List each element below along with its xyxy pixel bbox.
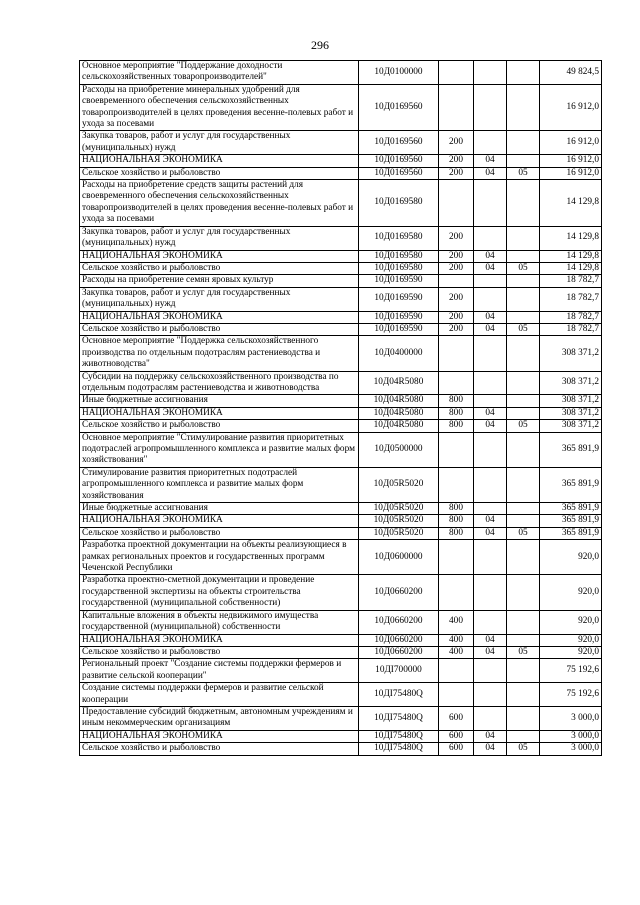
amount-cell: 920,0	[540, 610, 602, 634]
subsection-cell	[507, 432, 540, 467]
table-row	[80, 131, 602, 155]
amount-cell: 18 782,7	[540, 311, 602, 323]
item-name-cell: НАЦИОНАЛЬНАЯ ЭКОНОМИКА	[80, 407, 359, 419]
subsection-cell	[507, 730, 540, 742]
target-code-cell: 10Д05R5020	[359, 467, 439, 502]
amount-cell: 308 371,2	[540, 336, 602, 371]
target-code-cell: 10Д0169580	[359, 226, 439, 250]
subsection-cell	[507, 634, 540, 646]
table-row	[80, 730, 602, 742]
item-name-cell: Сельское хозяйство и рыболовство	[80, 646, 359, 658]
amount-cell: 75 192,6	[540, 659, 602, 683]
expense-type-cell: 800	[439, 527, 474, 539]
expense-type-cell: 400	[439, 634, 474, 646]
item-name-cell: Иные бюджетные ассигнования	[80, 503, 359, 515]
table-row	[80, 706, 602, 730]
section-cell	[474, 706, 507, 730]
subsection-cell	[507, 131, 540, 155]
table-row	[80, 167, 602, 179]
expense-type-cell: 200	[439, 323, 474, 335]
target-code-cell: 10Д0660200	[359, 634, 439, 646]
expense-type-cell: 600	[439, 743, 474, 755]
target-code-cell: 10Д0660200	[359, 610, 439, 634]
item-name-cell: Разработка проектно-сметной документации и проведение государственной экспертизы на объекты строительства государственной (муниципальной собственности)	[80, 575, 359, 610]
section-cell	[474, 61, 507, 85]
expense-type-cell: 200	[439, 262, 474, 274]
target-code-cell: 10ДI75480Q	[359, 683, 439, 707]
item-name-cell: Расходы на приобретение средств защиты растений для своевременного обеспечения сельскохозяйственных товаропроизводителей в целях проведения весенне-полевых работ и ухода за посевами	[80, 180, 359, 227]
expense-type-cell: 400	[439, 610, 474, 634]
section-cell	[474, 275, 507, 287]
target-code-cell: 10Д0169560	[359, 155, 439, 167]
subsection-cell	[507, 84, 540, 131]
target-code-cell: 10Д04R5080	[359, 420, 439, 432]
section-cell	[474, 226, 507, 250]
section-cell: 04	[474, 250, 507, 262]
section-cell: 04	[474, 743, 507, 755]
table-row	[80, 575, 602, 610]
subsection-cell	[507, 395, 540, 407]
table-row	[80, 180, 602, 227]
target-code-cell: 10Д0100000	[359, 61, 439, 85]
item-name-cell: Разработка проектной документации на объекты реализующиеся в рамках региональных проектов и государственных программ Чеченской Республики	[80, 540, 359, 575]
table-row	[80, 515, 602, 527]
subsection-cell: 05	[507, 527, 540, 539]
amount-cell: 16 912,0	[540, 131, 602, 155]
expense-type-cell: 200	[439, 226, 474, 250]
expense-type-cell	[439, 540, 474, 575]
table-row	[80, 743, 602, 755]
amount-cell: 16 912,0	[540, 84, 602, 131]
target-code-cell: 10Д04R5080	[359, 395, 439, 407]
target-code-cell: 10Д05R5020	[359, 527, 439, 539]
subsection-cell: 05	[507, 420, 540, 432]
section-cell: 04	[474, 515, 507, 527]
target-code-cell: 10Д05R5020	[359, 503, 439, 515]
subsection-cell: 05	[507, 167, 540, 179]
subsection-cell: 05	[507, 743, 540, 755]
table-row	[80, 527, 602, 539]
expense-type-cell: 800	[439, 407, 474, 419]
amount-cell: 16 912,0	[540, 167, 602, 179]
section-cell: 04	[474, 407, 507, 419]
target-code-cell: 10Д0169590	[359, 275, 439, 287]
target-code-cell: 10Д0169590	[359, 311, 439, 323]
item-name-cell: Субсидии на поддержку сельскохозяйственного производства по отдельным подотраслям растениеводства и животноводства	[80, 371, 359, 395]
subsection-cell	[507, 610, 540, 634]
table-row	[80, 467, 602, 502]
target-code-cell: 10Д0169560	[359, 167, 439, 179]
section-cell	[474, 467, 507, 502]
subsection-cell	[507, 61, 540, 85]
section-cell	[474, 371, 507, 395]
amount-cell: 14 129,8	[540, 250, 602, 262]
amount-cell: 14 129,8	[540, 226, 602, 250]
expense-type-cell: 200	[439, 250, 474, 262]
amount-cell: 16 912,0	[540, 155, 602, 167]
item-name-cell: Закупка товаров, работ и услуг для государственных (муниципальных) нужд	[80, 226, 359, 250]
expense-type-cell	[439, 467, 474, 502]
item-name-cell: Расходы на приобретение семян яровых культур	[80, 275, 359, 287]
table-row	[80, 540, 602, 575]
item-name-cell: НАЦИОНАЛЬНАЯ ЭКОНОМИКА	[80, 634, 359, 646]
table-row	[80, 226, 602, 250]
section-cell	[474, 287, 507, 311]
item-name-cell: Закупка товаров, работ и услуг для государственных (муниципальных) нужд	[80, 287, 359, 311]
subsection-cell: 05	[507, 323, 540, 335]
expense-type-cell	[439, 336, 474, 371]
expense-type-cell: 600	[439, 730, 474, 742]
section-cell	[474, 503, 507, 515]
subsection-cell	[507, 155, 540, 167]
expense-type-cell: 200	[439, 167, 474, 179]
target-code-cell: 10Д0660200	[359, 646, 439, 658]
expense-type-cell	[439, 180, 474, 227]
item-name-cell: НАЦИОНАЛЬНАЯ ЭКОНОМИКА	[80, 311, 359, 323]
table-row	[80, 432, 602, 467]
amount-cell: 365 891,9	[540, 515, 602, 527]
expense-type-cell: 800	[439, 420, 474, 432]
expense-type-cell	[439, 659, 474, 683]
target-code-cell: 10ДI700000	[359, 659, 439, 683]
subsection-cell	[507, 250, 540, 262]
section-cell	[474, 395, 507, 407]
amount-cell: 3 000,0	[540, 743, 602, 755]
amount-cell: 365 891,9	[540, 432, 602, 467]
section-cell: 04	[474, 646, 507, 658]
subsection-cell	[507, 706, 540, 730]
target-code-cell: 10Д0169590	[359, 323, 439, 335]
section-cell	[474, 610, 507, 634]
target-code-cell: 10Д04R5080	[359, 407, 439, 419]
amount-cell: 920,0	[540, 540, 602, 575]
section-cell	[474, 131, 507, 155]
target-code-cell: 10Д04R5080	[359, 371, 439, 395]
expense-type-cell	[439, 275, 474, 287]
subsection-cell	[507, 503, 540, 515]
section-cell: 04	[474, 167, 507, 179]
expense-type-cell	[439, 84, 474, 131]
expense-type-cell	[439, 61, 474, 85]
expense-type-cell: 200	[439, 155, 474, 167]
target-code-cell: 10Д0169560	[359, 84, 439, 131]
item-name-cell: Стимулирование развития приоритетных подотраслей агропромышленного комплекса и развитие малых форм хозяйствования	[80, 467, 359, 502]
section-cell	[474, 432, 507, 467]
expense-type-cell: 200	[439, 311, 474, 323]
section-cell: 04	[474, 323, 507, 335]
subsection-cell	[507, 226, 540, 250]
item-name-cell: Основное мероприятие "Поддержание доходности сельскохозяйственных товаропроизводителей"	[80, 61, 359, 85]
table-row	[80, 634, 602, 646]
expense-type-cell	[439, 371, 474, 395]
item-name-cell: Предоставление субсидий бюджетным, автономным учреждениям и иным некоммерческим организациям	[80, 706, 359, 730]
subsection-cell	[507, 540, 540, 575]
target-code-cell: 10Д0169580	[359, 262, 439, 274]
section-cell: 04	[474, 155, 507, 167]
section-cell	[474, 336, 507, 371]
table-row	[80, 395, 602, 407]
item-name-cell: Сельское хозяйство и рыболовство	[80, 743, 359, 755]
item-name-cell: Основное мероприятие "Стимулирование развития приоритетных подотраслей агропромышленного комплекса и развитие малых форм хозяйствования"	[80, 432, 359, 467]
table-row	[80, 262, 602, 274]
target-code-cell: 10ДI75480Q	[359, 730, 439, 742]
expense-type-cell	[439, 683, 474, 707]
amount-cell: 308 371,2	[540, 371, 602, 395]
section-cell	[474, 575, 507, 610]
expense-type-cell: 200	[439, 287, 474, 311]
item-name-cell: Расходы на приобретение минеральных удобрений для своевременного обеспечения сельскохозяйственных товаропроизводителей в целях проведения весенне-полевых работ и ухода за посевами	[80, 84, 359, 131]
table-row	[80, 61, 602, 85]
section-cell	[474, 84, 507, 131]
target-code-cell: 10Д0169580	[359, 250, 439, 262]
subsection-cell	[507, 311, 540, 323]
table-row	[80, 420, 602, 432]
table-row	[80, 275, 602, 287]
table-row	[80, 659, 602, 683]
table-row	[80, 311, 602, 323]
amount-cell: 14 129,8	[540, 180, 602, 227]
item-name-cell: Сельское хозяйство и рыболовство	[80, 527, 359, 539]
table-row	[80, 371, 602, 395]
target-code-cell: 10Д0169560	[359, 131, 439, 155]
item-name-cell: НАЦИОНАЛЬНАЯ ЭКОНОМИКА	[80, 515, 359, 527]
section-cell: 04	[474, 730, 507, 742]
target-code-cell: 10Д0660200	[359, 575, 439, 610]
amount-cell: 49 824,5	[540, 61, 602, 85]
expense-type-cell	[439, 575, 474, 610]
section-cell	[474, 659, 507, 683]
item-name-cell: Основное мероприятие "Поддержка сельскохозяйственного производства по отдельным подотраслям растениеводства и животноводства"	[80, 336, 359, 371]
section-cell: 04	[474, 311, 507, 323]
item-name-cell: Создание системы поддержки фермеров и развитие сельской кооперации	[80, 683, 359, 707]
item-name-cell: НАЦИОНАЛЬНАЯ ЭКОНОМИКА	[80, 730, 359, 742]
amount-cell: 3 000,0	[540, 706, 602, 730]
amount-cell: 14 129,8	[540, 262, 602, 274]
amount-cell: 18 782,7	[540, 287, 602, 311]
expense-type-cell: 200	[439, 131, 474, 155]
table-row	[80, 287, 602, 311]
subsection-cell	[507, 180, 540, 227]
subsection-cell	[507, 407, 540, 419]
table-row	[80, 336, 602, 371]
expense-type-cell: 800	[439, 395, 474, 407]
section-cell: 04	[474, 634, 507, 646]
amount-cell: 365 891,9	[540, 527, 602, 539]
section-cell: 04	[474, 420, 507, 432]
section-cell: 04	[474, 527, 507, 539]
table-row	[80, 407, 602, 419]
item-name-cell: Сельское хозяйство и рыболовство	[80, 262, 359, 274]
expense-type-cell: 600	[439, 706, 474, 730]
item-name-cell: Сельское хозяйство и рыболовство	[80, 420, 359, 432]
amount-cell: 920,0	[540, 634, 602, 646]
amount-cell: 308 371,2	[540, 407, 602, 419]
target-code-cell: 10Д0169580	[359, 180, 439, 227]
amount-cell: 18 782,7	[540, 323, 602, 335]
table-row	[80, 646, 602, 658]
target-code-cell: 10ДI75480Q	[359, 706, 439, 730]
subsection-cell	[507, 336, 540, 371]
subsection-cell	[507, 287, 540, 311]
amount-cell: 365 891,9	[540, 467, 602, 502]
section-cell	[474, 180, 507, 227]
subsection-cell	[507, 683, 540, 707]
section-cell	[474, 683, 507, 707]
target-code-cell: 10Д0169590	[359, 287, 439, 311]
amount-cell: 920,0	[540, 575, 602, 610]
subsection-cell	[507, 275, 540, 287]
item-name-cell: НАЦИОНАЛЬНАЯ ЭКОНОМИКА	[80, 250, 359, 262]
table-row	[80, 323, 602, 335]
section-cell: 04	[474, 262, 507, 274]
amount-cell: 920,0	[540, 646, 602, 658]
amount-cell: 365 891,9	[540, 503, 602, 515]
table-row	[80, 503, 602, 515]
amount-cell: 308 371,2	[540, 420, 602, 432]
subsection-cell	[507, 575, 540, 610]
subsection-cell	[507, 515, 540, 527]
page-number: 296	[311, 38, 329, 52]
amount-cell: 75 192,6	[540, 683, 602, 707]
expense-type-cell: 800	[439, 515, 474, 527]
amount-cell: 3 000,0	[540, 730, 602, 742]
item-name-cell: НАЦИОНАЛЬНАЯ ЭКОНОМИКА	[80, 155, 359, 167]
target-code-cell: 10Д0600000	[359, 540, 439, 575]
table-row	[80, 683, 602, 707]
amount-cell: 18 782,7	[540, 275, 602, 287]
expense-type-cell: 800	[439, 503, 474, 515]
subsection-cell	[507, 371, 540, 395]
table-row	[80, 155, 602, 167]
item-name-cell: Сельское хозяйство и рыболовство	[80, 167, 359, 179]
target-code-cell: 10Д0500000	[359, 432, 439, 467]
item-name-cell: Иные бюджетные ассигнования	[80, 395, 359, 407]
subsection-cell	[507, 659, 540, 683]
amount-cell: 308 371,2	[540, 395, 602, 407]
subsection-cell	[507, 467, 540, 502]
table-row	[80, 84, 602, 131]
subsection-cell: 05	[507, 262, 540, 274]
item-name-cell: Сельское хозяйство и рыболовство	[80, 323, 359, 335]
table-row	[80, 610, 602, 634]
target-code-cell: 10Д0400000	[359, 336, 439, 371]
budget-table-body	[80, 61, 602, 756]
expense-type-cell: 400	[439, 646, 474, 658]
section-cell	[474, 540, 507, 575]
target-code-cell: 10Д05R5020	[359, 515, 439, 527]
target-code-cell: 10ДI75480Q	[359, 743, 439, 755]
subsection-cell: 05	[507, 646, 540, 658]
item-name-cell: Капитальные вложения в объекты недвижимого имущества государственной (муниципальной) собственности	[80, 610, 359, 634]
budget-table	[79, 60, 602, 756]
table-row	[80, 250, 602, 262]
item-name-cell: Региональный проект "Создание системы поддержки фермеров и развитие сельской кооперации"	[80, 659, 359, 683]
item-name-cell: Закупка товаров, работ и услуг для государственных (муниципальных) нужд	[80, 131, 359, 155]
expense-type-cell	[439, 432, 474, 467]
